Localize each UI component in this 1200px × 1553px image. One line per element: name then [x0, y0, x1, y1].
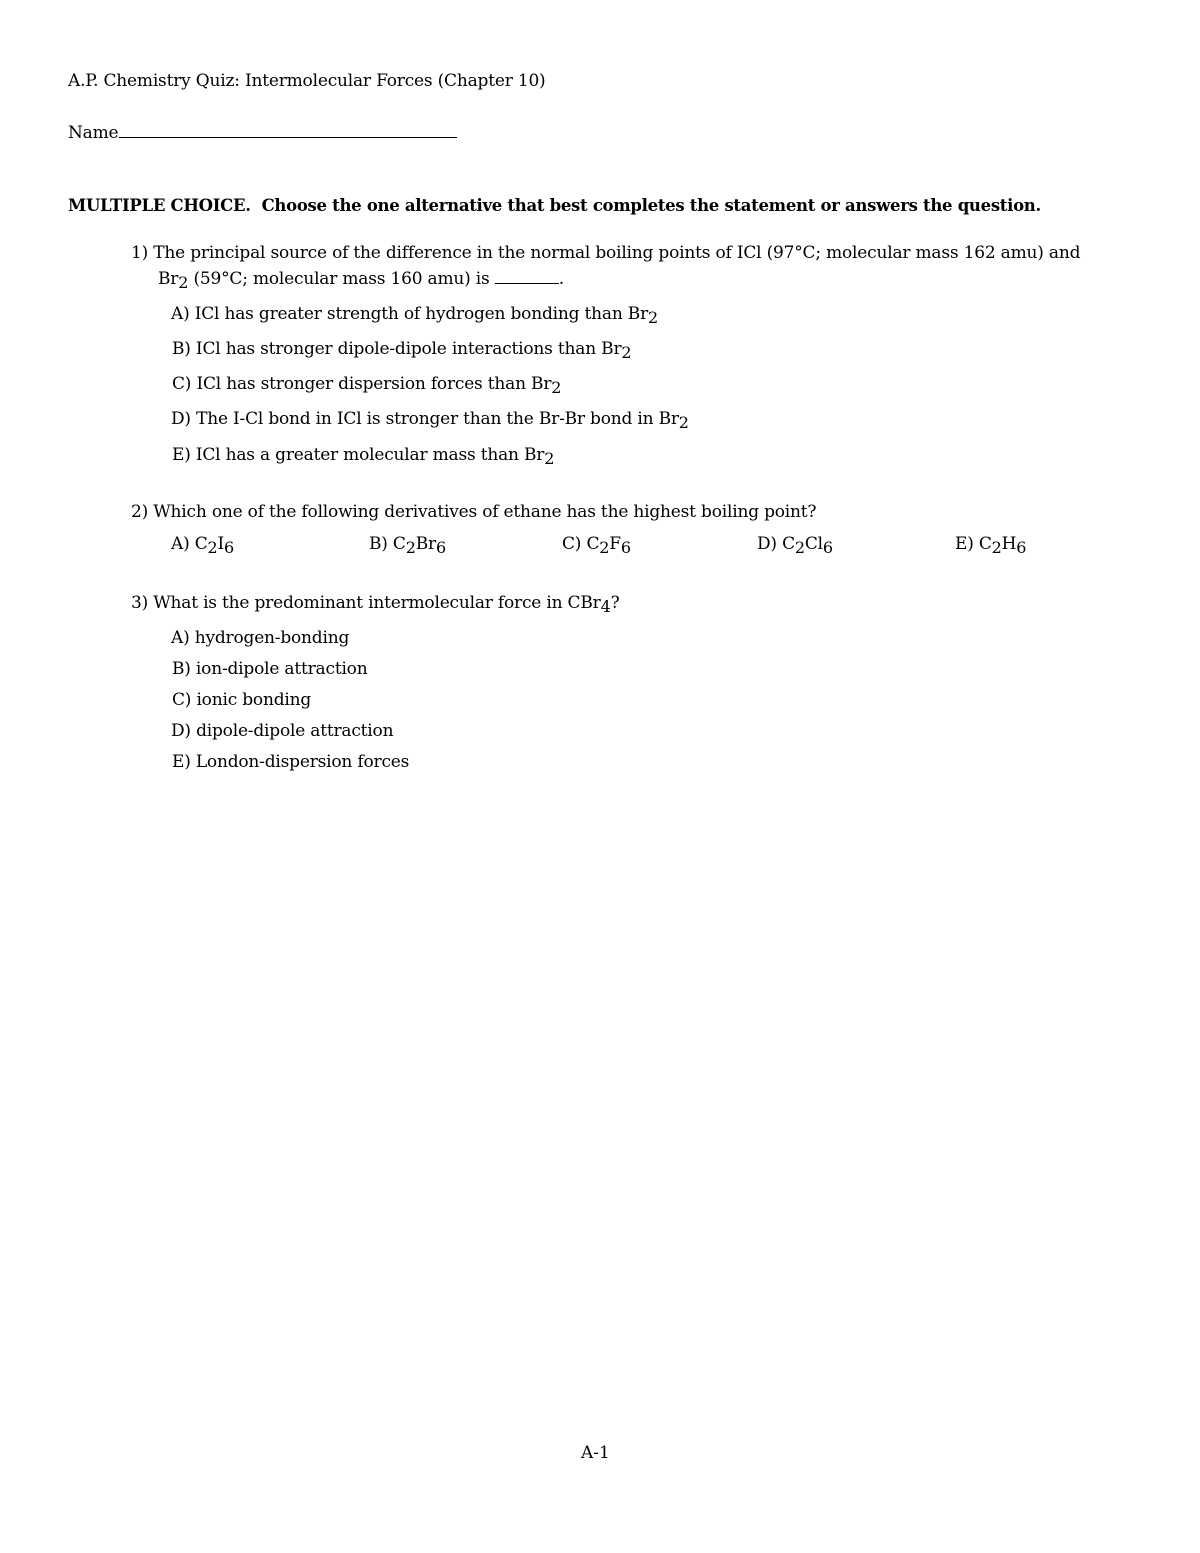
question-2 [131, 501, 816, 523]
section-instructions [68, 196, 1041, 215]
question-2-number: 2) [131, 502, 149, 522]
q2-option-e[interactable]: E) $C_2H_6$ [955, 534, 1027, 557]
q1-option-c[interactable]: C) ICl has stronger dispersion forces than $Br_2$ [172, 374, 562, 397]
page-number: A-1 [581, 1443, 610, 1463]
q1-option-e[interactable]: E) ICl has a greater molecular mass than $Br_2$ [172, 445, 555, 468]
q3-option-b[interactable]: B) ion-dipole attraction [172, 659, 368, 679]
question-1-line-1 [131, 242, 1080, 264]
q3-option-c[interactable]: C) ionic bonding [172, 690, 312, 710]
name-field [68, 121, 457, 144]
q3-option-d[interactable]: D) dipole-dipole attraction [171, 721, 394, 741]
question-3 [131, 592, 620, 614]
question-1-text-line-1: The principal source of the difference in the normal boiling points of ICl (97°C; molecular mass 162 amu) and [153, 243, 1081, 263]
name-blank-line [119, 121, 457, 138]
q2-option-a[interactable]: A) $C_2I_6$ [171, 534, 235, 557]
q1-option-d[interactable]: D) The I-Cl bond in ICl is stronger than the Br-Br bond in $Br_2$ [171, 409, 689, 432]
instruction-label: MULTIPLE CHOICE. [68, 196, 251, 215]
page-title: A.P. Chemistry Quiz: Intermolecular Forces (Chapter 10) [68, 71, 546, 91]
question-1-line-2 [158, 268, 564, 290]
q2-option-b[interactable]: B) $C_2Br_6$ [369, 534, 446, 557]
question-2-text: Which one of the following derivatives of ethane has the highest boiling point? [153, 502, 817, 522]
q1-option-a[interactable]: A) ICl has greater strength of hydrogen bonding than $Br_2$ [171, 304, 658, 327]
answer-blank [495, 269, 559, 284]
q2-option-d[interactable]: D) $C_2Cl_6$ [757, 534, 833, 557]
q1-subscript: 2 [178, 273, 189, 292]
q2-option-c[interactable]: C) $C_2F_6$ [562, 534, 631, 557]
question-1-text-line-2: (59°C; molecular mass 160 amu) is [193, 269, 490, 289]
q3-question-mark: ? [610, 593, 620, 613]
question-1-number: 1) [131, 243, 149, 263]
instruction-text: Choose the one alternative that best completes the statement or answers the question. [261, 196, 1041, 215]
q3-option-a[interactable]: A) hydrogen-bonding [171, 628, 350, 648]
question-3-text: What is the predominant intermolecular force in CBr [153, 593, 601, 613]
question-3-number: 3) [131, 593, 149, 613]
q3-subscript: 4 [600, 597, 611, 616]
q1-option-b[interactable]: B) ICl has stronger dipole-dipole interactions than $Br_2$ [172, 339, 632, 362]
name-label: Name [68, 123, 119, 143]
q3-option-e[interactable]: E) London-dispersion forces [172, 752, 410, 772]
q1-period: . [558, 269, 564, 289]
q1-bromine-symbol: Br [158, 269, 179, 289]
